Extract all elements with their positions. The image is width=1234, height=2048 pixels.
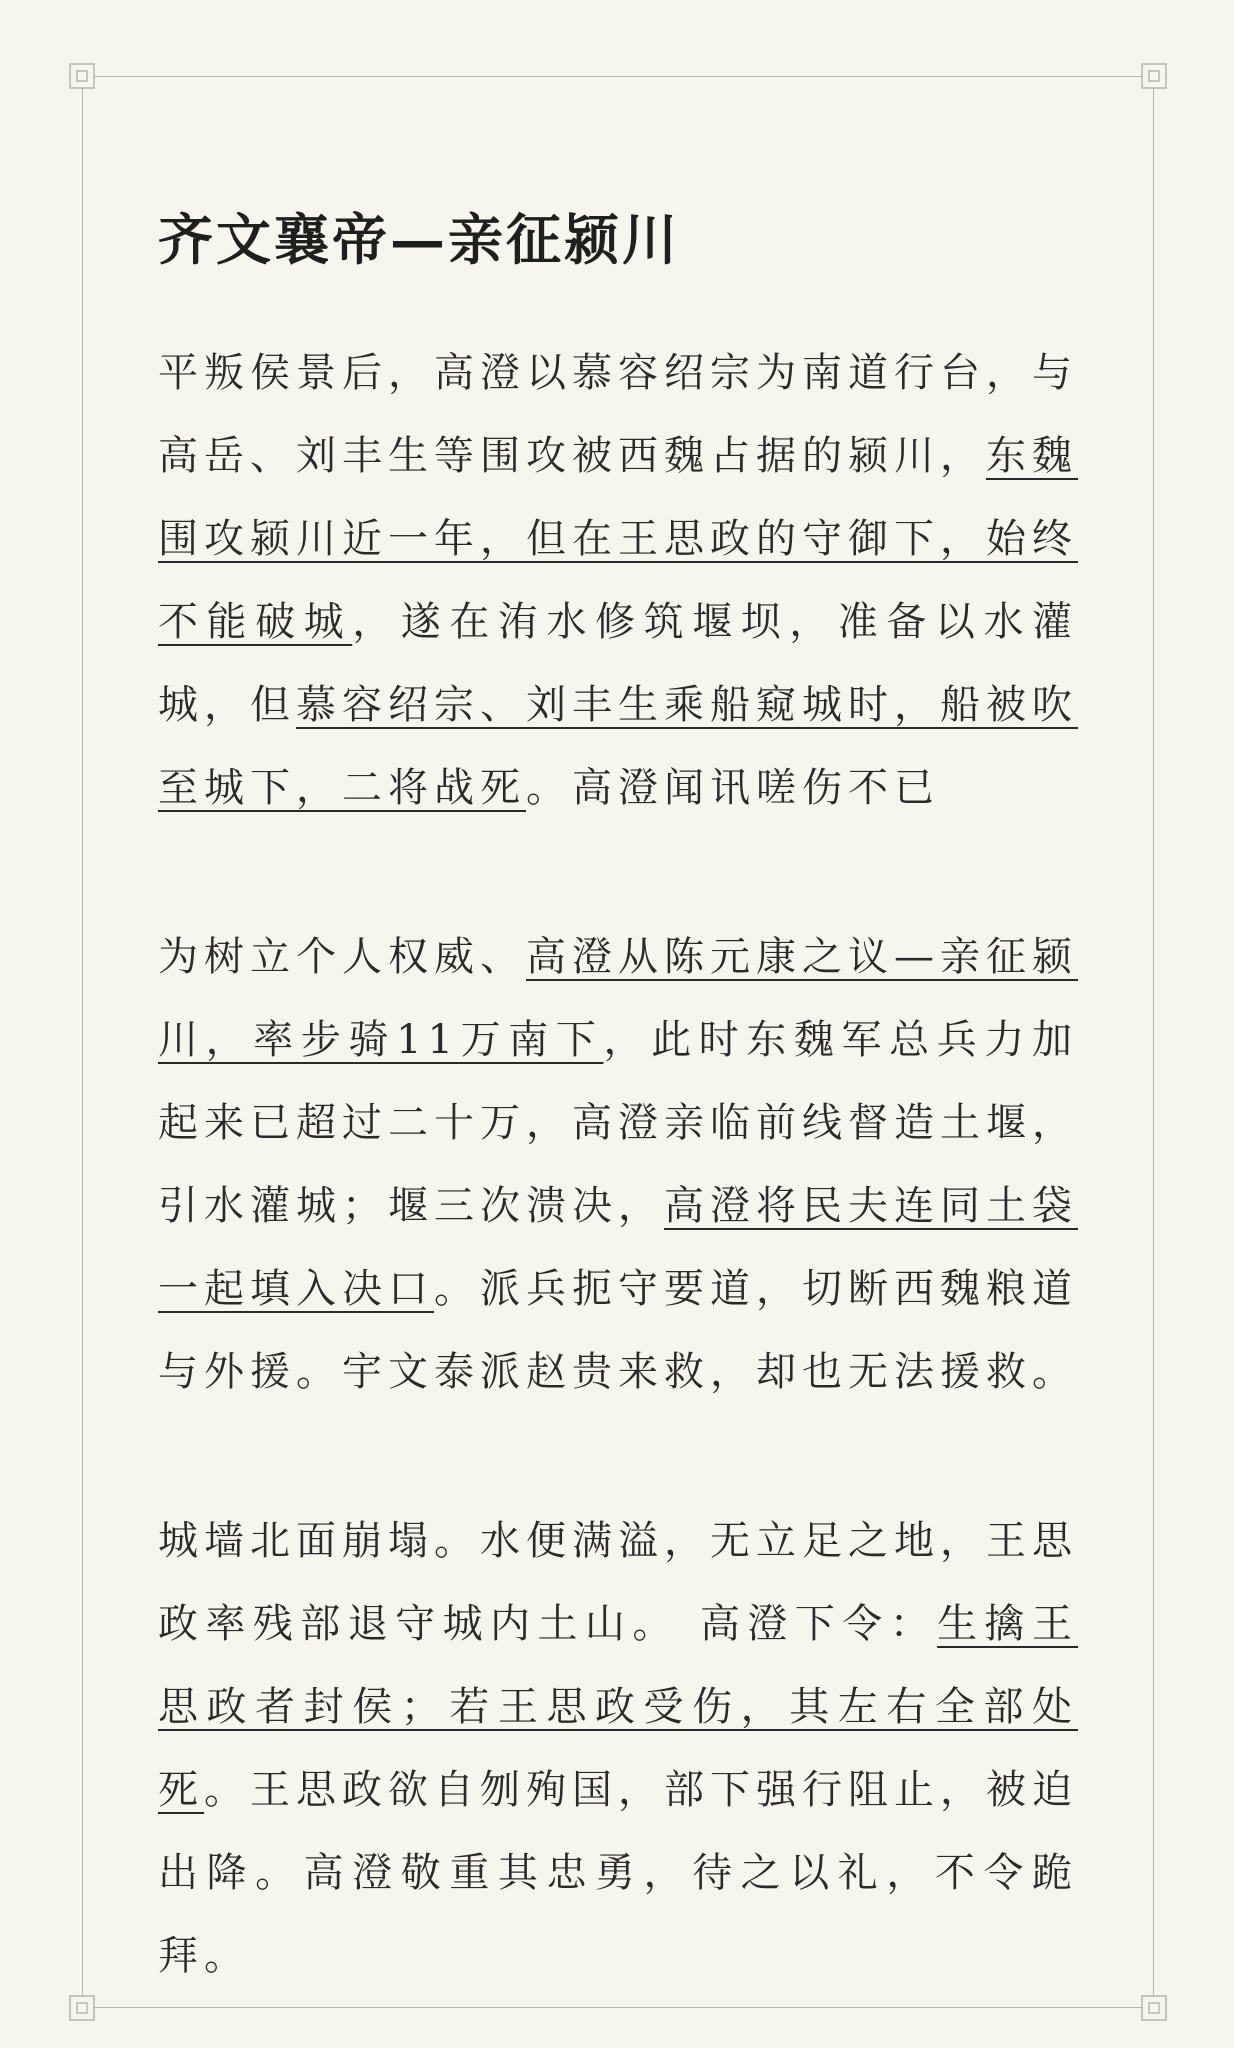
text-segment: 。高澄闻讯嗟伤不已 [526, 765, 940, 811]
corner-ornament-icon [1141, 1995, 1167, 2021]
text-segment: 城墙北面崩塌。水便满溢，无立足之地，王思政率残部退守城内土山。 高澄下令： [158, 1518, 1078, 1647]
underlined-text: 高澄从陈元康之议—亲征颍川，率步骑11万南下 [158, 934, 1078, 1063]
text-segment: 。王思政欲自刎殉国，部下强行阻止，被迫出降。高澄敬重其忠勇，待之以礼，不令跪拜。 [158, 1767, 1078, 1979]
paragraph-2 [158, 916, 1078, 1414]
article [158, 200, 1078, 1998]
text-segment: 为树立个人权威、 [158, 934, 526, 980]
underlined-text: 东魏围攻颍川近一年，但在王思政的守御下，始终不能破城 [158, 433, 1078, 645]
corner-ornament-icon [1141, 63, 1167, 89]
text-segment: 平叛侯景后，高澄以慕容绍宗为南道行台，与高岳、刘丰生等围攻被西魏占据的颍川， [158, 350, 1078, 479]
corner-ornament-icon [69, 1995, 95, 2021]
article-body [158, 332, 1078, 1998]
text-segment: ，遂在洧水修筑堰坝，准备以水灌城，但 [158, 599, 1079, 728]
underlined-text: 生擒王思政者封侯；若王思政受伤，其左右全部处死 [158, 1601, 1078, 1813]
paragraph-3 [158, 1500, 1078, 1998]
corner-ornament-icon [69, 63, 95, 89]
text-segment: 。派兵扼守要道，切断西魏粮道与外援。宇文泰派赵贵来救，却也无法援救。 [158, 1266, 1078, 1395]
text-segment: ，此时东魏军总兵力加起来已超过二十万，高澄亲临前线督造土堰，引水灌城；堰三次溃决， [158, 1017, 1078, 1229]
underlined-text: 慕容绍宗、刘丰生乘船窥城时，船被吹至城下，二将战死 [158, 682, 1078, 811]
article-title: 齐文襄帝—亲征颍川 [158, 207, 681, 272]
paragraph-1 [158, 332, 1078, 830]
underlined-text: 高澄将民夫连同土袋一起填入决口 [158, 1183, 1078, 1312]
